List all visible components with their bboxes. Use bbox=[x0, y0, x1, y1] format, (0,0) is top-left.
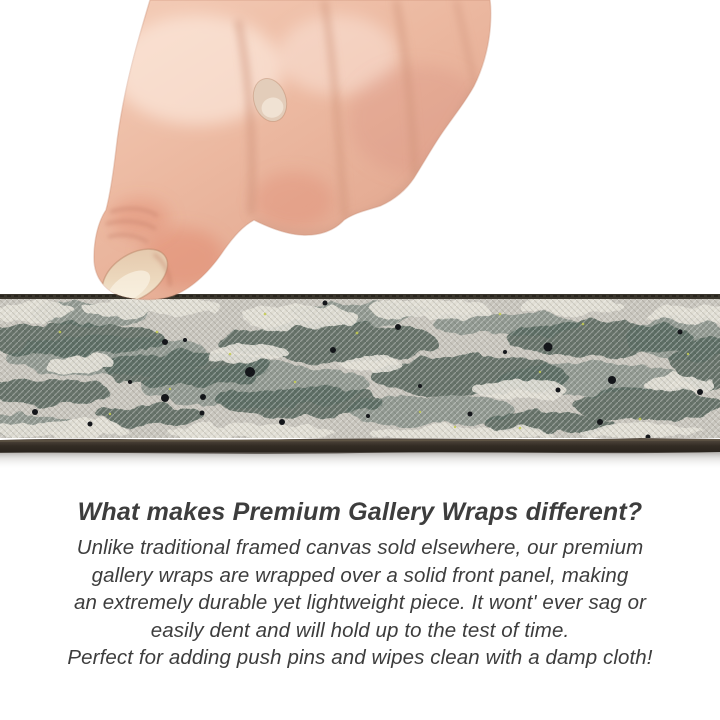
canvas-bottom-edge-highlight bbox=[0, 440, 720, 441]
info-heading: What makes Premium Gallery Wraps different? bbox=[77, 498, 643, 526]
weave-texture bbox=[0, 296, 720, 438]
canvas-edge-strip bbox=[0, 294, 720, 470]
info-body-line: easily dent and will hold up to the test of time. bbox=[150, 618, 570, 642]
knuckle-blush bbox=[348, 65, 488, 175]
finger-blush bbox=[253, 172, 333, 228]
canvas-shadow bbox=[0, 452, 720, 470]
info-body-line: gallery wraps are wrapped over a solid front panel, making bbox=[91, 563, 629, 587]
info-section bbox=[0, 497, 720, 672]
info-body-line: an extremely durable yet lightweight piece. It wont' ever sag or bbox=[73, 591, 647, 614]
hand-pressing-thumb-photo bbox=[88, 0, 492, 302]
info-body-line: Unlike traditional framed canvas sold elsewhere, our premium bbox=[76, 536, 644, 559]
thumb-joint-blush bbox=[110, 198, 170, 238]
info-body-line: Perfect for adding push pins and wipes clean with a damp cloth! bbox=[67, 646, 653, 669]
